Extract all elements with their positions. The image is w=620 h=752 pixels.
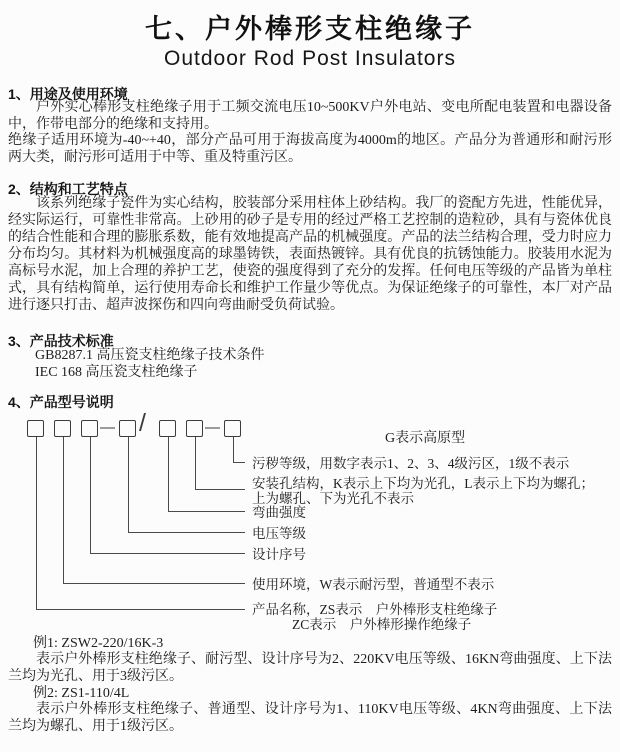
section1-paragraph1: 户外实心棒形支柱绝缘子用于工频交流电压10~500KV户外电站、变电所配电装置和电器设备中，作带电部分的绝缘和支持用。: [8, 100, 612, 132]
page-subtitle-english: Outdoor Rod Post Insulators: [164, 47, 456, 70]
label-mounting-hole: [252, 476, 594, 506]
model-dash-separator-2: —: [205, 419, 220, 436]
connector-line-pollution: [233, 437, 245, 463]
plateau-type-note: G表示高原型: [385, 431, 466, 446]
model-char-box-7: [224, 420, 241, 437]
section1-paragraph2: 绝缘子适用环境为-40~+40，部分产品可用于海拔高度为4000m的地区。产品分为普通形和耐污形两大类，耐污形可适用于中等、重及特重污区。: [8, 133, 612, 165]
model-char-box-5: [159, 420, 176, 437]
model-char-box-4: [119, 420, 136, 437]
example2-description: 表示户外棒形支柱绝缘子、普通型、设计序号为1、110KV电压等级、4KN弯曲强度、上下法兰均为螺孔、用于1级污区。: [8, 702, 612, 734]
model-slash-separator: /: [139, 409, 146, 437]
label-voltage-grade: 电压等级: [252, 526, 306, 541]
label-mounting-hole-line1: 安装孔结构，K表示上下均为光孔，L表示上下均为螺孔；: [252, 476, 594, 491]
standard-item-iec: IEC 168 高压瓷支柱绝缘子: [35, 365, 198, 380]
example2-model-code: 例2: ZS1-110/4L: [33, 686, 130, 701]
label-product-name-line2: ZC表示 户外棒形操作绝缘子: [292, 617, 472, 632]
section3-heading: 3、产品技术标准: [8, 333, 114, 349]
model-dash-separator-1: —: [100, 419, 115, 436]
label-design-serial: 设计序号: [252, 547, 306, 562]
model-char-box-3: [81, 420, 98, 437]
label-product-name-line1: 产品名称，ZS表示 户外棒形支柱绝缘子: [252, 602, 498, 617]
section2-paragraph1: 该系列绝缘子瓷件为实心结构，胶装部分采用柱体上砂结构。我厂的瓷配方先进，性能优异，经实际运行，可靠性非常高。上砂用的砂子是专用的经过严格工艺控制的造粒砂，具有与瓷体优良的结合性能和合理的膨胀系数，能有效地提高产品的机械强度。产品的法兰结构合理，受力时应力分布均匀。其材料为机械强度高的球墨铸铁，表面热镀锌。具有优良的抗锈蚀能力。胶装用水泥为高标号水泥，加上合理的养护工艺，使瓷的强度得到了充分的发挥。任何电压等级的产品皆为单柱式，具有结构简单，运行使用寿命长和维护工作量少等优点。为保证绝缘子的可靠性，本厂对产品进行逐只打击、超声波探伤和四向弯曲耐受负荷试验。: [8, 196, 612, 313]
example1-model-code: 例1: ZSW2-220/16K-3: [33, 636, 164, 651]
model-char-box-6: [186, 420, 203, 437]
section2-heading: 2、结构和工艺特点: [8, 181, 128, 197]
section4-heading: 4、产品型号说明: [8, 394, 114, 410]
standard-item-gb: GB8287.1 高压瓷支柱绝缘子技术条件: [35, 348, 265, 363]
model-char-box-2: [54, 420, 71, 437]
label-service-environment: 使用环境，W表示耐污型，普通型不表示: [252, 577, 495, 592]
model-char-box-1: [27, 420, 44, 437]
label-pollution-grade: 污秽等级，用数字表示1、2、3、4级污区，1级不表示: [252, 456, 570, 471]
label-mounting-hole-line2: 上为螺孔、下为光孔不表示: [252, 491, 414, 506]
section1-heading: 1、用途及使用环境: [8, 86, 128, 102]
example1-description: 表示户外棒形支柱绝缘子、耐污型、设计序号为2、220KV电压等级、16KN弯曲强度、上下法兰均为光孔、用于3级污区。: [8, 652, 612, 684]
page-title: 七、户外棒形支柱绝缘子: [145, 14, 475, 44]
label-bending-strength: 弯曲强度: [252, 505, 306, 520]
